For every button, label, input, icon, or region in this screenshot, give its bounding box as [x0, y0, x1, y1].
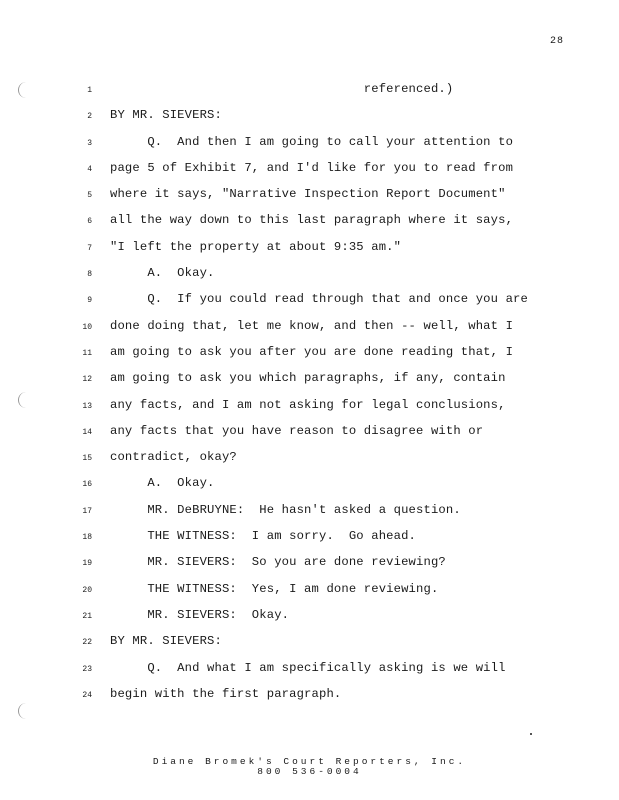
- transcript-line: [0, 264, 619, 290]
- line-number: 5: [87, 191, 92, 201]
- line-number: 9: [87, 296, 92, 306]
- transcript-line: [0, 343, 619, 369]
- line-number: 22: [82, 638, 92, 648]
- transcript-line: [0, 185, 619, 211]
- line-text: BY MR. SIEVERS:: [110, 634, 222, 649]
- line-text: all the way down to this last paragraph where it says,: [110, 213, 514, 228]
- line-number: 7: [87, 243, 92, 253]
- line-number: 11: [82, 348, 92, 358]
- transcript-line: [0, 238, 619, 264]
- transcript-line: [0, 422, 619, 448]
- line-number: 6: [87, 217, 92, 227]
- transcript-line: [0, 290, 619, 316]
- transcript-line: [0, 527, 619, 553]
- transcript-line: [0, 80, 619, 106]
- transcript-line: [0, 133, 619, 159]
- line-number: 19: [82, 559, 92, 569]
- line-text: contradict, okay?: [110, 450, 237, 465]
- line-number: 2: [87, 112, 92, 122]
- transcript-line: [0, 685, 619, 711]
- transcript-line: [0, 211, 619, 237]
- line-text: page 5 of Exhibit 7, and I'd like for you to read from: [110, 160, 514, 175]
- line-text: referenced.): [110, 82, 454, 96]
- line-text: Q. And what I am specifically asking is we will: [110, 660, 506, 675]
- line-number: 23: [82, 664, 92, 674]
- line-text: THE WITNESS: Yes, I am done reviewing.: [110, 581, 439, 596]
- line-text: Q. If you could read through that and once you are: [110, 292, 528, 307]
- line-text: begin with the first paragraph.: [110, 686, 342, 701]
- line-number: 10: [82, 322, 92, 332]
- transcript-line: [0, 369, 619, 395]
- transcript-line: [0, 317, 619, 343]
- scan-speck: [530, 733, 532, 735]
- line-text: am going to ask you which paragraphs, if any, contain: [110, 371, 506, 386]
- line-text: A. Okay.: [110, 476, 215, 491]
- line-text: Q. And then I am going to call your attention to: [110, 134, 514, 149]
- line-text: MR. SIEVERS: So you are done reviewing?: [110, 555, 446, 570]
- footer-phone: 800 536-0004: [257, 766, 362, 777]
- line-text: "I left the property at about 9:35 am.": [110, 239, 402, 254]
- transcript-line: [0, 448, 619, 474]
- line-number: 18: [82, 533, 92, 543]
- transcript-line: [0, 501, 619, 527]
- line-number: 16: [82, 480, 92, 490]
- line-text: BY MR. SIEVERS:: [110, 108, 222, 123]
- line-text: any facts that you have reason to disagree with or: [110, 423, 484, 438]
- line-text: am going to ask you after you are done reading that, I: [110, 344, 514, 359]
- transcript-line: [0, 553, 619, 579]
- line-number: 15: [82, 454, 92, 464]
- line-number: 24: [82, 690, 92, 700]
- line-number: 3: [87, 138, 92, 148]
- transcript-line: [0, 396, 619, 422]
- line-number: 17: [82, 506, 92, 516]
- line-number: 21: [82, 611, 92, 621]
- page-number: 28: [550, 36, 565, 47]
- line-number: 14: [82, 427, 92, 437]
- transcript-line: [0, 159, 619, 185]
- line-number: 1: [87, 86, 92, 95]
- footer-company: Diane Bromek's Court Reporters, Inc.: [152, 756, 467, 767]
- transcript-line: [0, 474, 619, 500]
- line-text: MR. DeBRUYNE: He hasn't asked a question.: [110, 502, 461, 517]
- line-text: THE WITNESS: I am sorry. Go ahead.: [110, 529, 417, 544]
- line-number: 20: [82, 585, 92, 595]
- line-number: 12: [82, 375, 92, 385]
- page-footer: [0, 757, 619, 777]
- line-number: 8: [87, 270, 92, 280]
- line-number: 4: [87, 164, 92, 174]
- line-text: done doing that, let me know, and then -- well, what I: [110, 318, 514, 333]
- transcript-line: [0, 606, 619, 632]
- line-text: MR. SIEVERS: Okay.: [110, 607, 290, 622]
- transcript-body: [0, 80, 619, 711]
- line-text: any facts, and I am not asking for legal conclusions,: [110, 397, 506, 412]
- line-text: where it says, "Narrative Inspection Report Document": [110, 187, 506, 202]
- line-number: 13: [82, 401, 92, 411]
- transcript-line: [0, 106, 619, 132]
- line-text: A. Okay.: [110, 266, 215, 281]
- transcript-line: [0, 632, 619, 658]
- transcript-line: [0, 659, 619, 685]
- transcript-line: [0, 580, 619, 606]
